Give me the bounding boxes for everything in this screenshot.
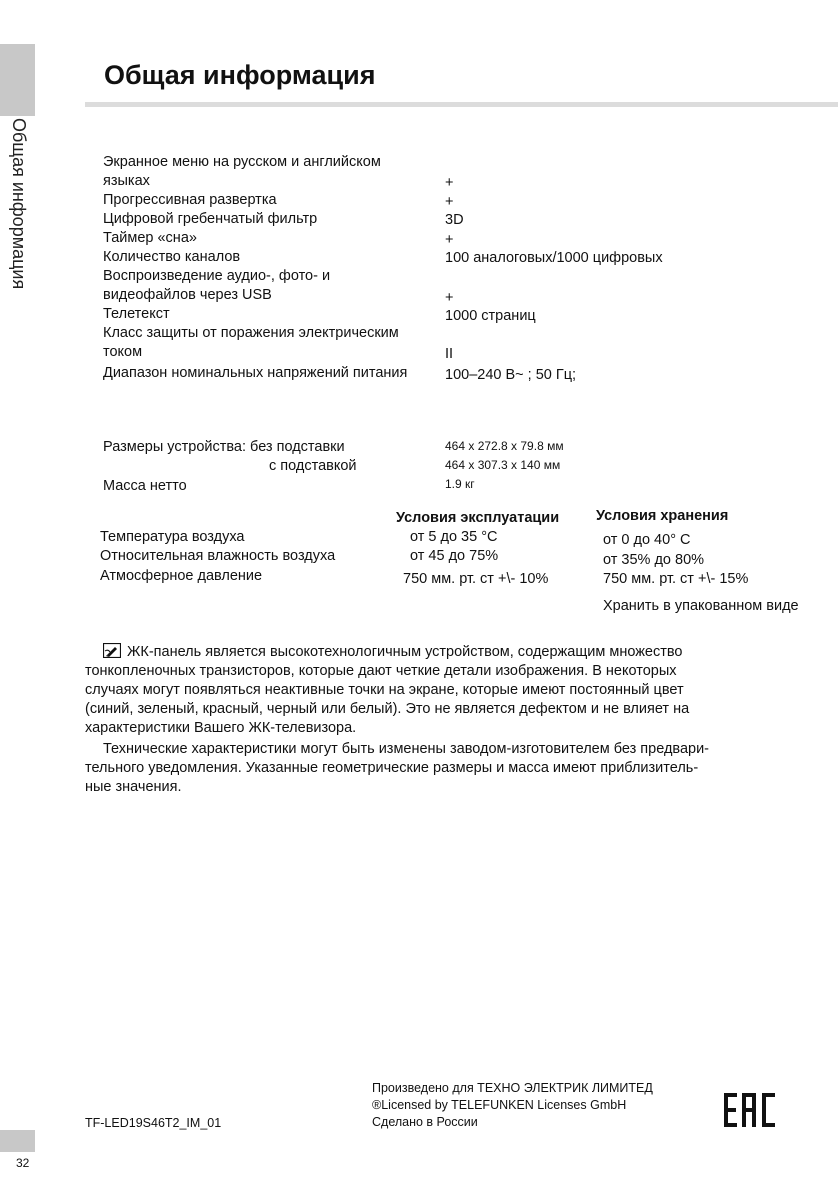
disclaimer-line: ные значения.: [85, 779, 182, 795]
storage-header: Условия хранения: [596, 508, 729, 524]
spec-label: Цифровой гребенчатый фильтр: [103, 211, 318, 227]
dimensions-label: Размеры устройства: без подставки: [103, 439, 345, 455]
dimensions-with-stand: 464 x 307.3 x 140 мм: [445, 458, 561, 472]
spec-value: 100–240 В~ ; 50 Гц;: [445, 367, 577, 383]
storage-value: от 0 до 40° С: [603, 532, 691, 548]
spec-label: языках: [103, 173, 150, 189]
spec-value: 1000 страниц: [445, 308, 536, 324]
spec-label: Количество каналов: [103, 249, 241, 265]
spec-value: +: [445, 232, 454, 248]
spec-label: Телетекст: [103, 306, 170, 322]
note-pencil-icon: [103, 643, 121, 658]
spec-value: +: [445, 175, 454, 191]
spec-value: +: [445, 194, 454, 210]
spec-value: 3D: [445, 212, 464, 228]
page-number: 32: [16, 1156, 30, 1170]
title-divider: [85, 102, 838, 107]
spec-label: Прогрессивная развертка: [103, 192, 277, 208]
spec-label: током: [103, 344, 143, 360]
note-line: (синий, зеленый, красный, черный или белый). Это не является дефектом и не влияет на: [85, 701, 690, 717]
disclaimer: [85, 740, 760, 797]
spec-label: видеофайлов через USB: [103, 287, 272, 303]
page-title: Общая информация: [104, 60, 376, 90]
note-line: тонкопленочных транзисторов, которые дают четкие детали изображения. В некоторых: [85, 663, 677, 679]
operation-value: от 5 до 35 °С: [410, 529, 498, 545]
storage-value: от 35% до 80%: [603, 552, 705, 568]
note-line: характеристики Вашего ЖК-телевизора.: [85, 720, 357, 736]
spec-value: +: [445, 290, 454, 306]
mass-value: 1.9 кг: [445, 477, 475, 491]
page-tab: [0, 1130, 35, 1152]
condition-label: Атмосферное давление: [100, 568, 263, 584]
disclaimer-line: тельного уведомления. Указанные геометрические размеры и масса имеют приблизитель-: [85, 760, 699, 776]
spec-value: II: [445, 346, 454, 362]
spec-label: Экранное меню на русском и английском: [103, 154, 381, 170]
side-section-label: Общая информация: [9, 118, 29, 290]
license-line: ®Licensed by TELEFUNKEN Licenses GmbH: [372, 1098, 627, 1112]
condition-label: Относительная влажность воздуха: [100, 548, 336, 564]
dimensions-stand-label: с подставкой: [269, 458, 357, 474]
lcd-note: [85, 643, 760, 738]
storage-value: 750 мм. рт. ст +\- 15%: [603, 571, 749, 587]
spec-label: Таймер «сна»: [103, 230, 197, 246]
eac-certification-logo: [724, 1093, 776, 1127]
storage-note: Хранить в упакованном виде: [603, 598, 799, 614]
side-tab: [0, 44, 35, 116]
spec-label: Класс защиты от поражения электрическим: [103, 325, 399, 341]
mass-label: Масса нетто: [103, 478, 187, 494]
made-in: Сделано в России: [372, 1115, 478, 1129]
spec-label: Воспроизведение аудио-, фото- и: [103, 268, 331, 284]
condition-label: Температура воздуха: [100, 529, 245, 545]
note-line: ЖК-панель является высокотехнологичным устройством, содержащим множество: [127, 644, 683, 660]
operation-value: 750 мм. рт. ст +\- 10%: [403, 571, 549, 587]
operation-header: Условия эксплуатации: [396, 510, 560, 526]
spec-label: Диапазон номинальных напряжений питания: [103, 365, 408, 381]
made-for: Произведено для ТЕХНО ЭЛЕКТРИК ЛИМИТЕД: [372, 1081, 653, 1095]
model-code: TF-LED19S46T2_IM_01: [85, 1116, 222, 1130]
disclaimer-line: Технические характеристики могут быть изменены заводом-изготовителем без предвари-: [103, 741, 710, 757]
operation-value: от 45 до 75%: [410, 548, 499, 564]
note-line: случаях могут появляться неактивные точки на экране, которые имеют постоянный цвет: [85, 682, 684, 698]
spec-value: 100 аналоговых/1000 цифровых: [445, 250, 663, 266]
dimensions-without-stand: 464 x 272.8 x 79.8 мм: [445, 439, 564, 453]
